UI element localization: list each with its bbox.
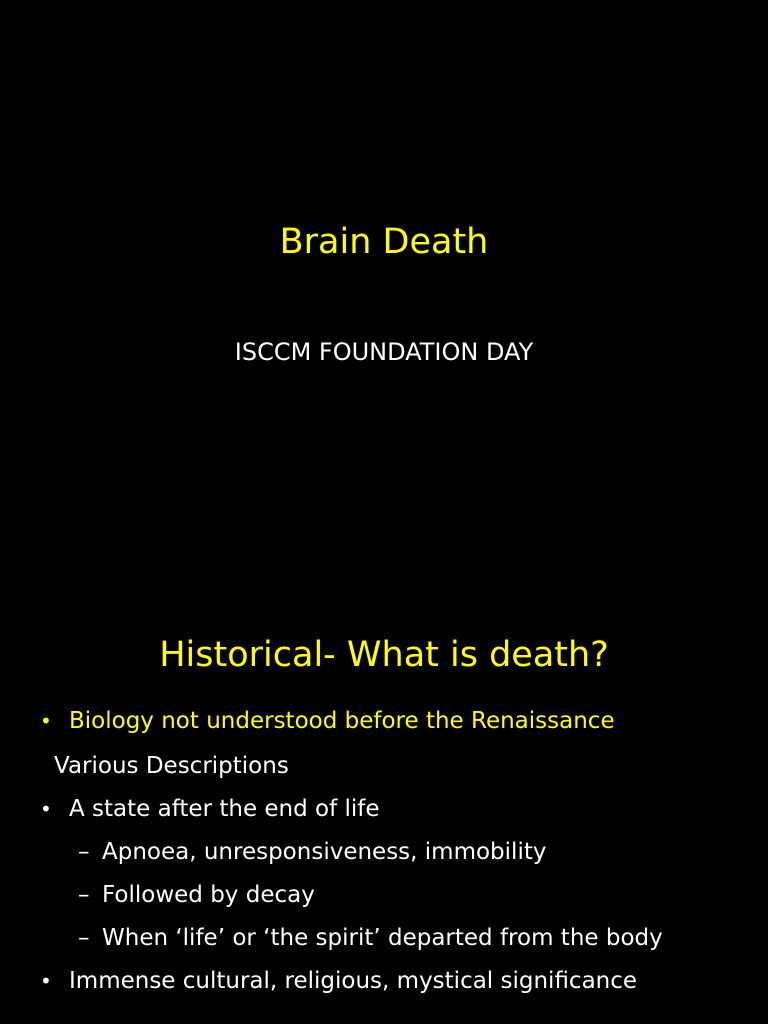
bullet-icon: • [40,969,52,993]
dash-icon: – [78,925,90,951]
bullet-item: Immense cultural, religious, mystical significance [69,968,638,994]
dash-icon: – [78,882,90,908]
plain-text-line: Various Descriptions [54,753,289,779]
bullet-item: Biology not understood before the Renaissance [69,708,615,734]
slide-subtitle: ISCCM FOUNDATION DAY [234,338,534,366]
bullet-icon: • [40,709,52,733]
sub-bullet-item: When ‘life’ or ‘the spirit’ departed from the body [102,925,663,951]
sub-bullet-item: Followed by decay [102,882,315,908]
dash-icon: – [78,839,90,865]
slide-title: Historical- What is death? [159,635,609,675]
bullet-icon: • [40,797,52,821]
sub-bullet-item: Apnoea, unresponsiveness, immobility [102,839,547,865]
slide-title: Brain Death [279,222,489,262]
bullet-item: A state after the end of life [69,796,380,822]
content-slide [0,576,768,1024]
